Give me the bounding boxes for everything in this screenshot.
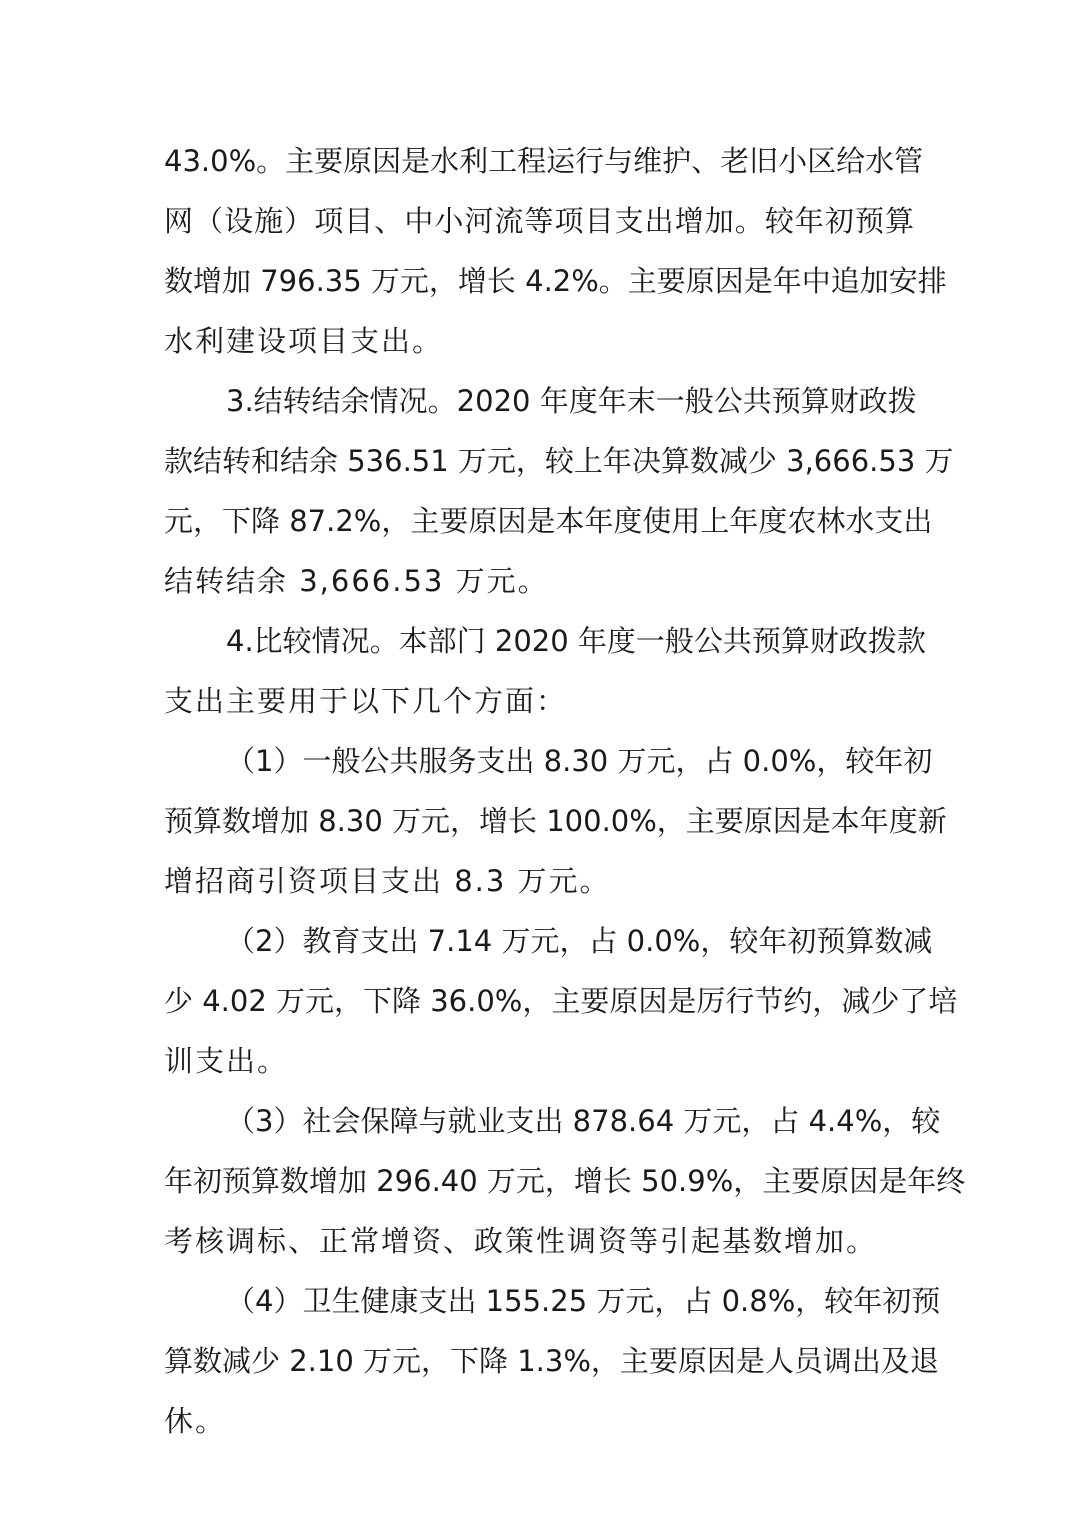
text-line: 增招商引资项目支出 8.3 万元。 bbox=[164, 864, 611, 898]
paragraph-comparison bbox=[164, 613, 926, 733]
text-line: 考核调标、正常增资、政策性调资等引起基数增加。 bbox=[164, 1224, 878, 1258]
paragraph-item-4-health bbox=[164, 1273, 941, 1453]
text-line: 43.0%。主要原因是水利工程运行与维护、老旧小区给水管 bbox=[164, 144, 924, 178]
text-line: （2）教育支出 7.14 万元，占 0.0%，较年初预算数减 bbox=[226, 924, 933, 958]
text-line: 水利建设项目支出。 bbox=[164, 324, 444, 358]
text-line: 款结转和结余 536.51 万元，较上年决算数减少 3,666.53 万 bbox=[164, 444, 954, 478]
text-line: 数增加 796.35 万元，增长 4.2%。主要原因是年中追加安排 bbox=[164, 264, 947, 298]
paragraph-item-3-social-security bbox=[164, 1093, 966, 1273]
text-line: 网（设施）项目、中小河流等项目支出增加。较年初预算 bbox=[164, 204, 914, 238]
text-line: 4.比较情况。本部门 2020 年度一般公共预算财政拨款 bbox=[226, 624, 926, 658]
document-body bbox=[164, 133, 966, 1453]
paragraph-item-1-general-public-services bbox=[164, 733, 947, 913]
text-line: （4）卫生健康支出 155.25 万元，占 0.8%，较年初预 bbox=[226, 1284, 941, 1318]
text-line: 训支出。 bbox=[164, 1044, 289, 1078]
text-line: 年初预算数增加 296.40 万元，增长 50.9%，主要原因是年终 bbox=[164, 1164, 966, 1198]
text-line: （1）一般公共服务支出 8.30 万元，占 0.0%，较年初 bbox=[226, 744, 933, 778]
text-line: 结转结余 3,666.53 万元。 bbox=[164, 564, 549, 598]
text-line: 休。 bbox=[164, 1404, 227, 1438]
text-line: 3.结转结余情况。2020 年度年末一般公共预算财政拨 bbox=[226, 384, 917, 418]
text-line: 少 4.02 万元，下降 36.0%，主要原因是厉行节约，减少了培 bbox=[164, 984, 958, 1018]
text-line: 支出主要用于以下几个方面： bbox=[164, 684, 568, 718]
paragraph-water-conservancy-continuation bbox=[164, 133, 947, 373]
text-line: 预算数增加 8.30 万元，增长 100.0%，主要原因是本年度新 bbox=[164, 804, 947, 838]
text-line: 元，下降 87.2%，主要原因是本年度使用上年度农林水支出 bbox=[164, 504, 933, 538]
paragraph-carryover-balance bbox=[164, 373, 954, 613]
text-line: （3）社会保障与就业支出 878.64 万元，占 4.4%，较 bbox=[226, 1104, 941, 1138]
text-line: 算数减少 2.10 万元，下降 1.3%，主要原因是人员调出及退 bbox=[164, 1344, 939, 1378]
paragraph-item-2-education bbox=[164, 913, 958, 1093]
